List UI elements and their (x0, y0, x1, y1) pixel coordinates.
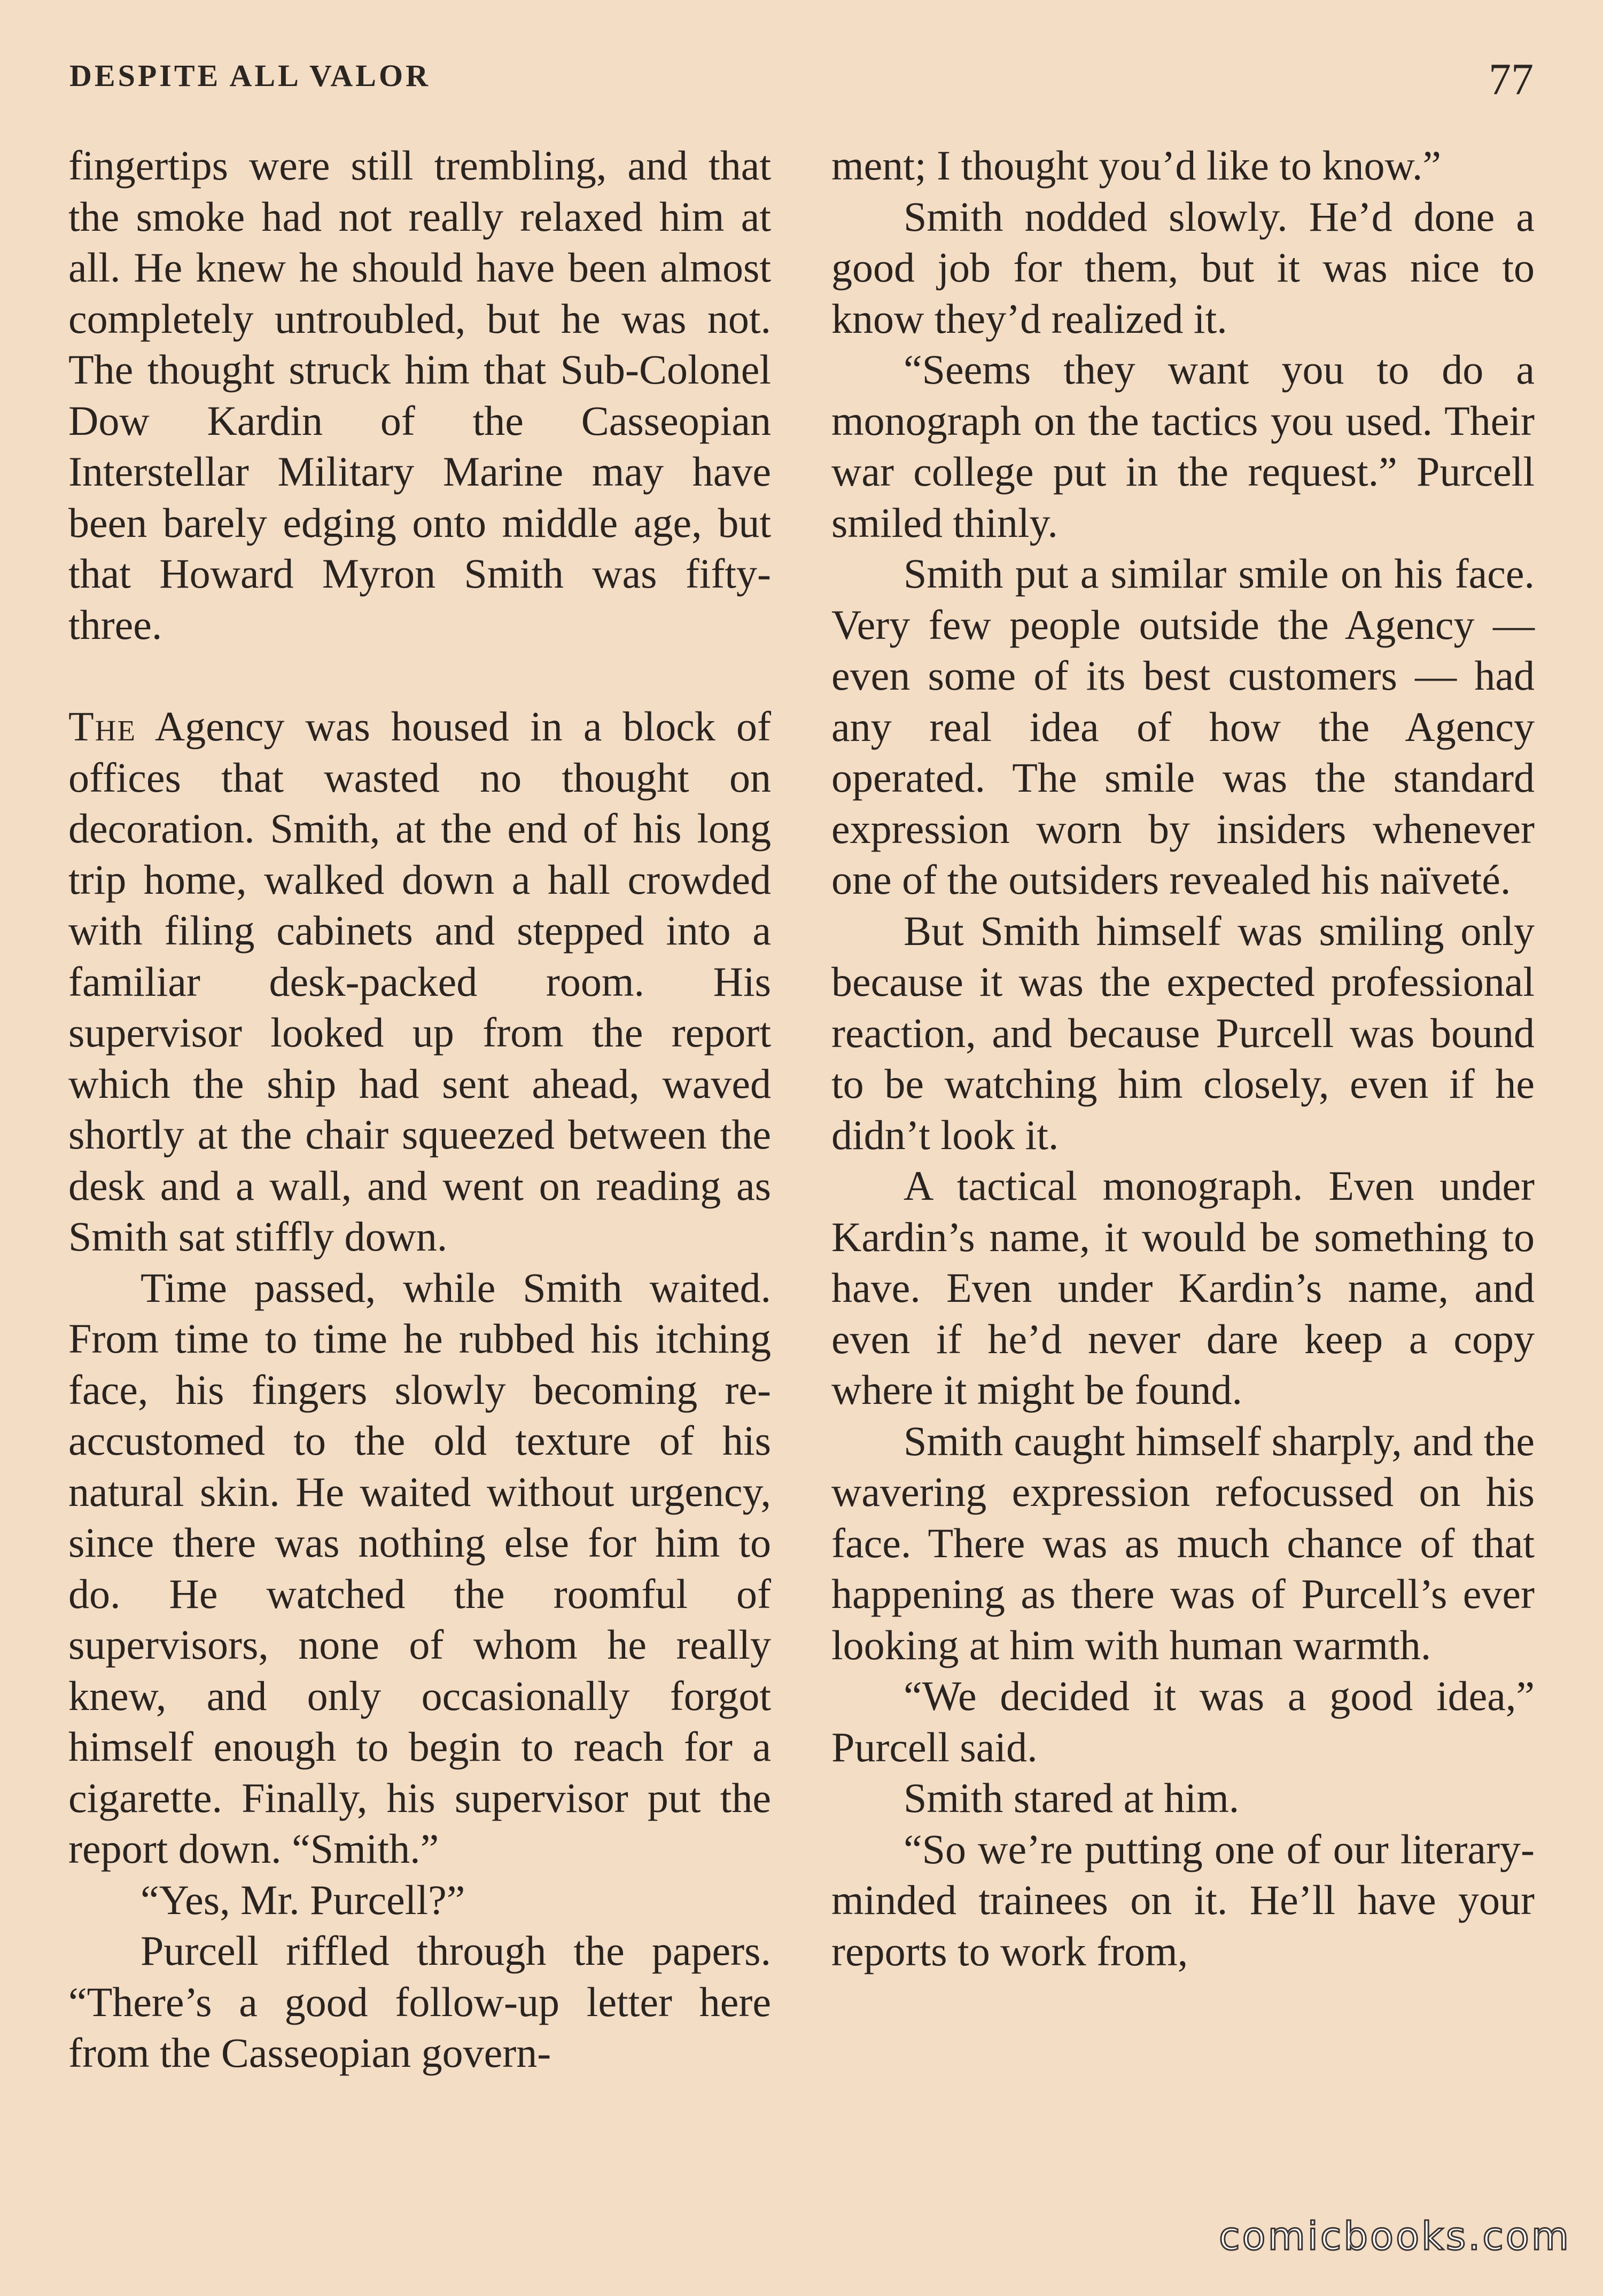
paragraph: ment; I thought you’d like to know.” (831, 142, 1441, 189)
paragraph: Purcell riffled through the papers. “There’s a good follow-up letter here from the Casseopian govern- (68, 1927, 771, 2076)
running-title: DESPITE ALL VALOR (69, 58, 431, 93)
section-lead-word: The (68, 703, 136, 749)
section-paragraph-text: Agency was housed in a block of offices that wasted no thought on decoration. Smith, at the end of his long trip home, walked down a hall crowded with filing cabinets and stepped into a familiar desk-packed room. His supervisor looked up from the report which the ship had sent ahead, waved shortly at the chair squeezed between the desk and a wall, and went on reading as Smith sat stiffly down. (68, 703, 771, 1260)
paragraph: Smith nodded slowly. He’d done a good job for them, but it was nice to know they’d realized it. (831, 193, 1535, 342)
section-paragraph (68, 701, 771, 1262)
paragraph: “Yes, Mr. Purcell?” (141, 1876, 465, 1923)
paragraph: Smith put a similar smile on his face. Very few people outside the Agency — even some of its best customers — had any real idea of how the Agency operated. The smile was the standard expression worn by insiders whenever one of the outsiders revealed his naïveté. (831, 550, 1535, 903)
paragraph: Time passed, while Smith waited. From time to time he rubbed his itching face, his fingers slowly becoming re-accustomed to the old texture of his natural skin. He waited without urgency, since there was nothing else for him to do. He watched the roomful of supervisors, none of whom he really knew, and only occasionally forgot himself enough to begin to reach for a cigarette. Finally, his supervisor put the report down. “Smith.” (68, 1264, 771, 1872)
paragraph: A tactical monograph. Even under Kardin’s name, it would be something to have. Even under Kardin’s name, and even if he’d never dare keep a copy where it might be found. (831, 1162, 1535, 1413)
paragraph: Smith caught himself sharply, and the wavering expression refocussed on his face. There was as much chance of that happening as there was of Purcell’s ever looking at him with human warmth. (831, 1417, 1535, 1668)
right-column (831, 140, 1535, 1977)
page-number: 77 (1489, 54, 1534, 104)
watermark: comicbooks.com (1218, 2214, 1571, 2259)
paragraph: “Seems they want you to do a monograph on the tactics you used. Their war college put in the request.” Purcell smiled thinly. (831, 346, 1535, 546)
paragraph: fingertips were still trembling, and that the smoke had not really relaxed him at all. He knew he should have been almost completely untroubled, but he was not. The thought struck him that Sub-Colonel Dow Kardin of the Casseopian Interstellar Military Marine may have been barely edging onto middle age, but that Howard Myron Smith was fifty-three. (68, 142, 771, 648)
paragraph: “So we’re putting one of our literary-minded trainees on it. He’ll have your reports to work from, (831, 1825, 1535, 1974)
paragraph: “We decided it was a good idea,” Purcell said. (831, 1673, 1535, 1770)
paragraph: But Smith himself was smiling only because it was the expected professional reaction, and because Purcell was bound to be watching him closely, even if he didn’t look it. (831, 907, 1535, 1158)
paragraph: Smith stared at him. (904, 1775, 1240, 1821)
left-column (68, 140, 771, 2079)
